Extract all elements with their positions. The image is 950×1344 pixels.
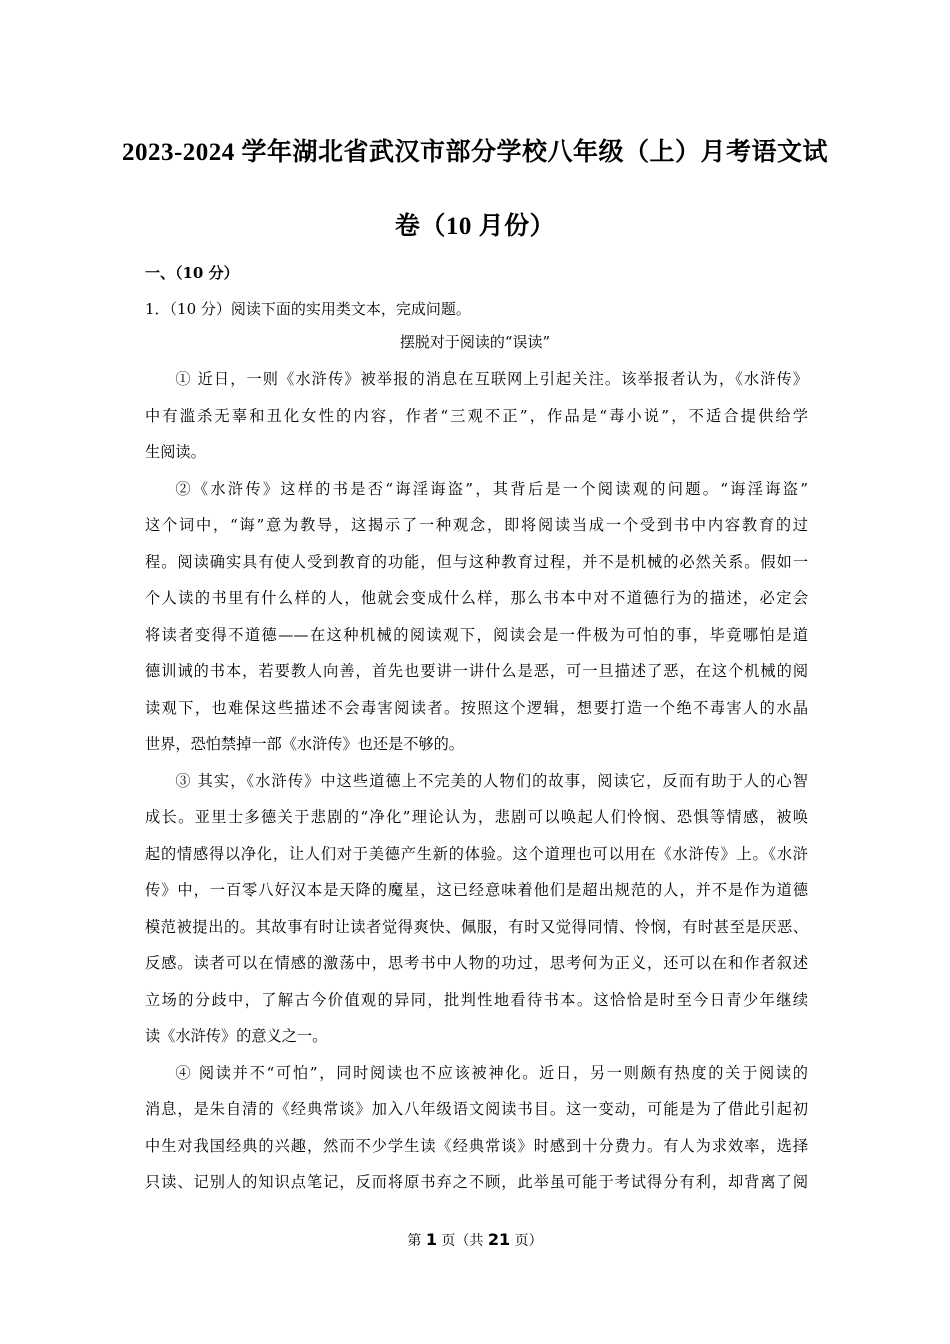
article-title: 摆脱对于阅读的“误读”	[399, 333, 551, 351]
paragraph-line: ②《水浒传》这样的书是否“诲淫诲盗”，其背后是一个阅读观的问题。“诲淫诲盗”	[175, 479, 808, 498]
paragraph-line: 读观下，也难保这些描述不会毒害阅读者。按照这个逻辑，想要打造一个绝不毒害人的水晶	[145, 698, 808, 717]
paragraph-line: 这个词中，“诲”意为教导，这揭示了一种观念，即将阅读当成一个受到书中内容教育的过	[145, 516, 808, 534]
paragraph-line: 传》中，一百零八好汉本是天降的魔星，这已经意味着他们是超出规范的人，并不是作为道德	[145, 881, 808, 899]
paragraph-line: 模范被提出的。其故事有时让读者觉得爽快、佩服，有时又觉得同情、怜悯，有时甚至是厌恶、	[145, 917, 808, 936]
question-prompt: 1．（10 分）阅读下面的实用类文本，完成问题。	[145, 300, 471, 318]
paragraph-line: ④ 阅读并不“可怕”，同时阅读也不应该被神化。近日，另一则颇有热度的关于阅读的	[175, 1063, 808, 1082]
paragraph-line: 消息，是朱自清的《经典常谈》加入八年级语文阅读书目。这一变动，可能是为了借此引起初	[145, 1100, 808, 1118]
paragraph-line: 将读者变得不道德——在这种机械的阅读观下，阅读会是一件极为可怕的事，毕竟哪怕是道	[145, 625, 808, 644]
paragraph-line: ① 近日，一则《水浒传》被举报的消息在互联网上引起关注。该举报者认为，《水浒传》	[175, 370, 808, 388]
section-heading: 一、（10 分）	[145, 264, 239, 282]
paragraph-line: 生阅读。	[145, 443, 206, 461]
article-body	[145, 361, 808, 1201]
paragraph-line: 读《水浒传》的意义之一。	[145, 1027, 328, 1045]
paragraph-line: 德训诫的书本，若要教人向善，首先也要讲一讲什么是恶，可一旦描述了恶，在这个机械的阅	[145, 662, 808, 680]
article-paragraph	[145, 471, 808, 763]
article-paragraph	[145, 361, 808, 471]
footer-page-number: 1	[425, 1230, 437, 1249]
footer-middle: 页（共	[436, 1233, 488, 1249]
paragraph-line: 反感。读者可以在情感的激荡中，思考书中人物的功过，思考何为正义，还可以在和作者叙述	[145, 954, 808, 972]
paragraph-line: 只读、记别人的知识点笔记，反而将原书弃之不顾，此举虽可能于考试得分有利，却背离了阅	[145, 1173, 808, 1191]
document-title-line-1: 2023-2024 学年湖北省武汉市部分学校八年级（上）月考语文试	[121, 139, 829, 166]
paragraph-line: 个人读的书里有什么样的人，他就会变成什么样，那么书本中对不道德行为的描述，必定会	[145, 589, 808, 607]
paragraph-line: 世界，恐怕禁掉一部《水浒传》也还是不够的。	[145, 735, 464, 753]
paragraph-line: 起的情感得以净化，让人们对于美德产生新的体验。这个道理也可以用在《水浒传》上。《水浒	[145, 844, 808, 863]
paragraph-line: 中有滥杀无辜和丑化女性的内容，作者“三观不正”，作品是“毒小说”，不适合提供给学	[145, 406, 808, 425]
footer-total-pages: 21	[487, 1230, 511, 1249]
paragraph-line: 立场的分歧中，了解古今价值观的异同，批判性地看待书本。这恰恰是时至今日青少年继续	[145, 990, 808, 1009]
paragraph-line: 成长。亚里士多德关于悲剧的“净化”理论认为，悲剧可以唤起人们怜悯、恐惧等情感，被唤	[145, 808, 808, 826]
paragraph-line: 程。阅读确实具有使人受到教育的功能，但与这种教育过程，并不是机械的必然关系。假如一	[145, 552, 808, 571]
document-title-line-2: 卷（10 月份）	[394, 213, 556, 240]
paragraph-line: 中生对我国经典的兴趣，然而不少学生读《经典常谈》时感到十分费力。有人为求效率，选择	[145, 1136, 808, 1155]
page-footer	[0, 1230, 950, 1250]
paragraph-line: ③ 其实，《水浒传》中这些道德上不完美的人物们的故事，阅读它，反而有助于人的心智	[175, 771, 808, 790]
article-paragraph	[145, 1055, 808, 1201]
footer-prefix: 第	[407, 1233, 426, 1249]
footer-suffix: 页）	[510, 1233, 543, 1249]
article-paragraph	[145, 763, 808, 1055]
